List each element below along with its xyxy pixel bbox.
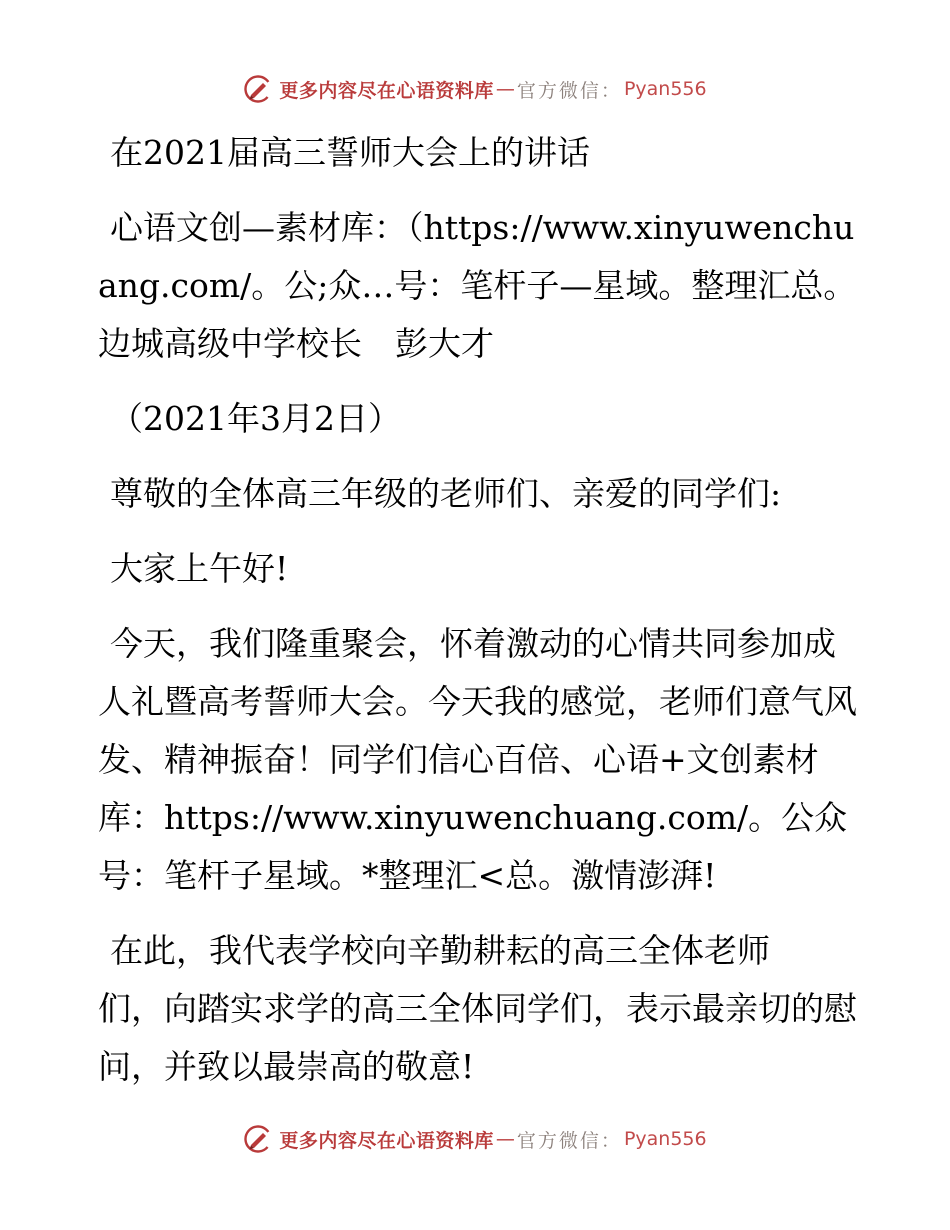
watermark-wechat-id: Pyan556: [623, 78, 707, 100]
source-line: 心语文创—素材库：（https://www.xinyuwenchuang.com/。公;众…号：笔杆子—星域。整理汇总。边城高级中学校长 彭大才: [98, 208, 857, 363]
watermark-wechat-id: Pyan556: [623, 1128, 707, 1150]
watermark-dash: —: [495, 78, 515, 100]
header-watermark: [0, 74, 950, 104]
watermark-wechat-label: 官方微信：: [516, 79, 622, 102]
speech-date: （2021年3月2日）: [110, 399, 401, 438]
watermark-main-text: 更多内容尽在心语资料库: [279, 79, 494, 102]
footer-watermark: [0, 1124, 950, 1154]
pen-circle-logo-icon: [243, 74, 273, 104]
watermark-wechat-label: 官方微信：: [516, 1129, 622, 1152]
paragraph-2: [98, 922, 858, 1096]
paragraph-2-first-line: 在此，我代表学校向辛勤耕耘的高三全体老师: [110, 931, 770, 970]
watermark-main-text: 更多内容尽在心语资料库: [279, 1129, 494, 1152]
pen-circle-logo-icon: [243, 1124, 273, 1154]
paragraph-1: 今天，我们隆重聚会，怀着激动的心情共同参加成人礼暨高考誓师大会。今天我的感觉，老师们意气风发、精神振奋！同学们信心百倍、心语+文创素材库：https://www.xinyuwenchuang.com/。公众号：笔杆子星域。*整理汇<总。激情澎湃!: [98, 624, 857, 895]
paragraph-2-rest: 们，向踏实求学的高三全体同学们，表示最亲切的慰问，并致以最崇高的敬意!: [98, 989, 857, 1086]
salutation: 尊敬的全体高三年级的老师们、亲爱的同学们:: [110, 474, 782, 513]
greeting: 大家上午好!: [110, 549, 289, 588]
document-title: 在2021届高三誓师大会上的讲话: [110, 133, 590, 172]
document-body: [98, 124, 858, 1113]
watermark-dash: —: [495, 1128, 515, 1150]
